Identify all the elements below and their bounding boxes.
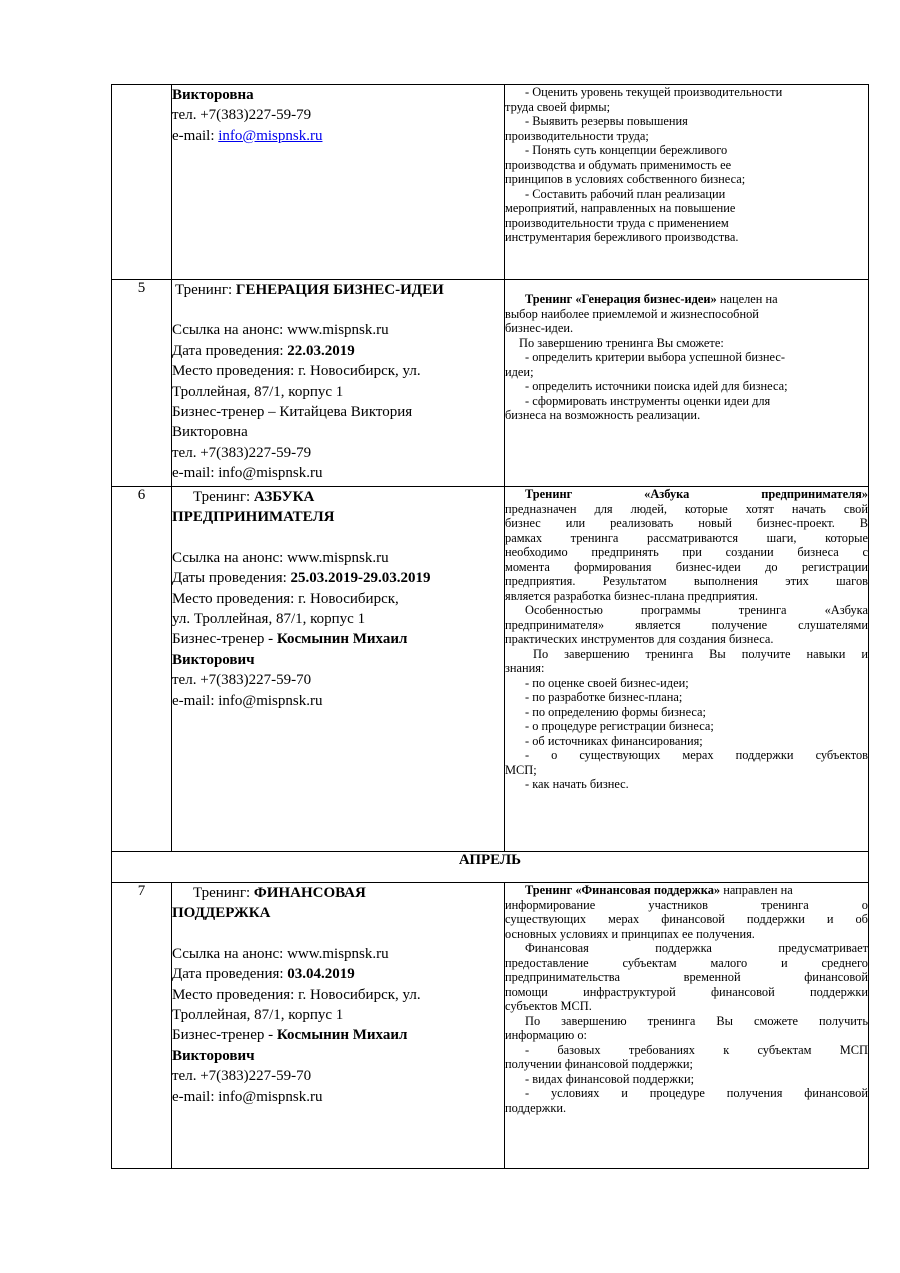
- table-row-5: [112, 280, 869, 487]
- desc-line: [505, 487, 868, 502]
- title-prefix: Тренинг:: [193, 885, 254, 901]
- desc-line: - по разработке бизнес-плана;: [525, 690, 683, 704]
- desc-line: является разработка бизнес-плана предприятия.: [505, 588, 758, 603]
- date-label: Дата проведения:: [172, 342, 288, 359]
- event-details: [172, 280, 505, 487]
- event-place-cont: Троллейная, 87/1, корпус 1: [172, 1007, 344, 1024]
- desc-line: бизнеса на возможность реализации.: [505, 408, 701, 422]
- desc-line: - Понять суть концепции бережливого: [525, 143, 728, 157]
- desc-line: - видах финансовой поддержки;: [525, 1071, 695, 1086]
- event-title: [172, 280, 504, 300]
- desc-line: идеи;: [505, 364, 534, 379]
- desc-line: предприятия. Результатом выполнения этих шагов: [505, 574, 868, 588]
- desc-line: принципов в условиях собственного бизнеса;: [505, 172, 746, 186]
- desc-line: существующих мерах финансовой поддержки и об: [505, 912, 868, 926]
- email-line: [172, 126, 504, 146]
- trainer-label: Бизнес-тренер -: [172, 1027, 277, 1044]
- event-place: Место проведения: г. Новосибирск, ул.: [172, 986, 421, 1003]
- desc-line: основных условиях и принципах ее получения.: [505, 926, 755, 941]
- table-row-6: [112, 487, 869, 852]
- desc-line: [505, 883, 868, 898]
- desc-line: - Составить рабочий план реализации: [525, 186, 726, 201]
- table-row-continued: [112, 85, 869, 280]
- event-place: Место проведения: г. Новосибирск, ул.: [172, 363, 421, 380]
- announce-link: Ссылка на анонс: www.mispnsk.ru: [172, 322, 389, 339]
- event-title: [172, 883, 504, 903]
- desc-line: - о существующих мерах поддержки субъектов: [525, 748, 868, 762]
- desc-bold: Тренинг «Финансовая поддержка»: [525, 883, 721, 897]
- email: e-mail: info@mispnsk.ru: [172, 1088, 323, 1105]
- desc-line: мероприятий, направленных на повышение: [505, 201, 736, 215]
- desc-line: бизнес-идеи.: [505, 321, 574, 335]
- desc-line: - как начать бизнес.: [525, 777, 629, 791]
- desc-line: предоставление субъектам малого и среднего: [505, 955, 868, 970]
- desc-line: - базовых требованиях к субъектам МСП: [525, 1042, 868, 1057]
- event-title-cont: ПРЕДПРИНИМАТЕЛЯ: [172, 509, 335, 526]
- month-row-april: [112, 852, 869, 883]
- phone: тел. +7(383)227-59-70: [172, 1068, 312, 1085]
- trainer-name: Космынин Михаил: [276, 1027, 408, 1044]
- desc-line: момента формирования бизнес-идеи до регистрации: [505, 559, 868, 574]
- desc-line: необходимо предпринять при создании бизнеса с: [505, 545, 868, 559]
- event-description: [505, 883, 869, 1169]
- event-description: [505, 85, 869, 280]
- desc-bold: Тренинг «Азбука предпринимателя»: [525, 487, 868, 501]
- desc-line: производства и обдумать применимость ее: [505, 157, 732, 172]
- desc-line: - Оценить уровень текущей производительности: [525, 85, 783, 99]
- row-number: 7: [112, 883, 172, 1169]
- desc-line: По завершению тренинга Вы сможете получить: [525, 1013, 868, 1028]
- desc-line: Особенностью программы тренинга «Азбука: [525, 603, 868, 617]
- trainer-cont: Викторовна: [172, 424, 248, 441]
- phone: тел. +7(383)227-59-79: [172, 107, 312, 124]
- table-row-7: [112, 883, 869, 1169]
- title-bold: ФИНАНСОВАЯ: [253, 885, 366, 901]
- event-date: [172, 964, 504, 984]
- month-heading: АПРЕЛЬ: [112, 852, 869, 883]
- row-number: 6: [112, 487, 172, 852]
- event-description: [505, 280, 869, 487]
- desc-line: - определить критерии выбора успешной бизнес-: [525, 350, 785, 364]
- desc-line: информацию о:: [505, 1028, 588, 1042]
- event-date: [172, 341, 504, 361]
- desc-line: получении финансовой поддержки;: [505, 1057, 693, 1071]
- date-label: Дата проведения:: [172, 966, 288, 983]
- desc-line: рамках тренинга рассматриваются шаги, которые: [505, 530, 868, 545]
- trainer-name: Космынин Михаил: [276, 631, 408, 648]
- date-value: 03.04.2019: [287, 966, 355, 983]
- event-details: [172, 883, 505, 1169]
- desc-line: труда своей фирмы;: [505, 99, 611, 114]
- announce-link: Ссылка на анонс: www.mispnsk.ru: [172, 549, 389, 566]
- desc-line: - условиях и процедуре получения финансовой: [525, 1086, 868, 1100]
- desc-bold: Тренинг «Генерация бизнес-идеи»: [525, 292, 717, 306]
- title-prefix: Тренинг:: [175, 282, 236, 298]
- desc-line: бизнес или реализовать новый бизнес-проект. В: [505, 516, 868, 530]
- event-place-cont: Троллейная, 87/1, корпус 1: [172, 383, 344, 400]
- date-value: 25.03.2019-29.03.2019: [290, 570, 431, 587]
- email: e-mail: info@mispnsk.ru: [172, 465, 323, 482]
- date-value: 22.03.2019: [287, 342, 355, 359]
- trainer: Бизнес-тренер – Китайцева Виктория: [172, 404, 413, 421]
- desc-line: [505, 292, 868, 307]
- event-place: Место проведения: г. Новосибирск,: [172, 590, 399, 607]
- trainer: [172, 1025, 504, 1045]
- title-bold: ГЕНЕРАЦИЯ БИЗНЕС-ИДЕИ: [235, 282, 444, 298]
- desc-line: - по оценке своей бизнес-идеи;: [525, 675, 689, 690]
- events-table: [111, 84, 869, 1169]
- announce-link: Ссылка на анонс: www.mispnsk.ru: [172, 945, 389, 962]
- desc-line: По завершению тренинга Вы сможете:: [519, 335, 724, 350]
- desc-line: производительности труда с применением: [505, 215, 729, 230]
- desc-line: - определить источники поиска идей для бизнеса;: [525, 379, 788, 393]
- desc-line: выбор наиболее приемлемой и жизнеспособной: [505, 306, 759, 321]
- desc-text: нацелен на: [716, 292, 778, 306]
- trainer-name-cont: Викторович: [172, 651, 255, 668]
- trainer-name-cont: Викторович: [172, 1047, 255, 1064]
- phone: тел. +7(383)227-59-79: [172, 444, 312, 461]
- title-prefix: Тренинг:: [193, 489, 254, 505]
- event-title-cont: ПОДДЕРЖКА: [172, 905, 271, 922]
- desc-line: - о процедуре регистрации бизнеса;: [525, 719, 714, 733]
- desc-line: субъектов МСП.: [505, 999, 592, 1013]
- row-number: [112, 85, 172, 280]
- trainer-label: Бизнес-тренер -: [172, 631, 277, 648]
- event-details: [172, 487, 505, 852]
- desc-text: направлен на: [720, 883, 793, 897]
- desc-line: предназначен для людей, которые хотят начать свой: [505, 501, 868, 516]
- date-label: Даты проведения:: [172, 570, 291, 587]
- event-place-cont: ул. Троллейная, 87/1, корпус 1: [172, 611, 366, 628]
- desc-line: - сформировать инструменты оценки идеи для: [525, 393, 771, 408]
- trainer-name-cont: Викторовна: [172, 87, 254, 103]
- desc-line: По завершению тренинга Вы получите навыки и: [533, 646, 868, 661]
- desc-line: Финансовая поддержка предусматривает: [525, 941, 868, 955]
- desc-line: - Выявить резервы повышения: [525, 114, 688, 128]
- trainer: [172, 629, 504, 649]
- desc-line: помощи инфраструктурой финансовой поддержки: [505, 984, 868, 999]
- desc-line: практических инструментов для создания бизнеса.: [505, 632, 774, 646]
- desc-line: производительности труда;: [505, 128, 649, 143]
- email: e-mail: info@mispnsk.ru: [172, 692, 323, 709]
- desc-line: поддержки.: [505, 1100, 567, 1115]
- desc-line: - об источниках финансирования;: [525, 733, 703, 748]
- desc-line: предпринимателя» является получение слушателями: [505, 617, 868, 632]
- desc-line: информирование участников тренинга о: [505, 897, 868, 912]
- email-label: e-mail:: [172, 127, 219, 144]
- row-number: 5: [112, 280, 172, 487]
- desc-line: МСП;: [505, 762, 537, 777]
- desc-line: предпринимательства временной финансовой: [505, 970, 868, 984]
- phone: тел. +7(383)227-59-70: [172, 672, 312, 689]
- title-bold: АЗБУКА: [253, 489, 315, 505]
- desc-line: знания:: [505, 661, 545, 675]
- event-details: [172, 85, 505, 280]
- event-date: [172, 568, 504, 588]
- event-title: [172, 487, 504, 507]
- desc-line: инструментария бережливого производства.: [505, 230, 739, 244]
- email-link[interactable]: info@mispnsk.ru: [218, 127, 323, 144]
- event-description: [505, 487, 869, 852]
- desc-line: - по определению формы бизнеса;: [525, 704, 706, 719]
